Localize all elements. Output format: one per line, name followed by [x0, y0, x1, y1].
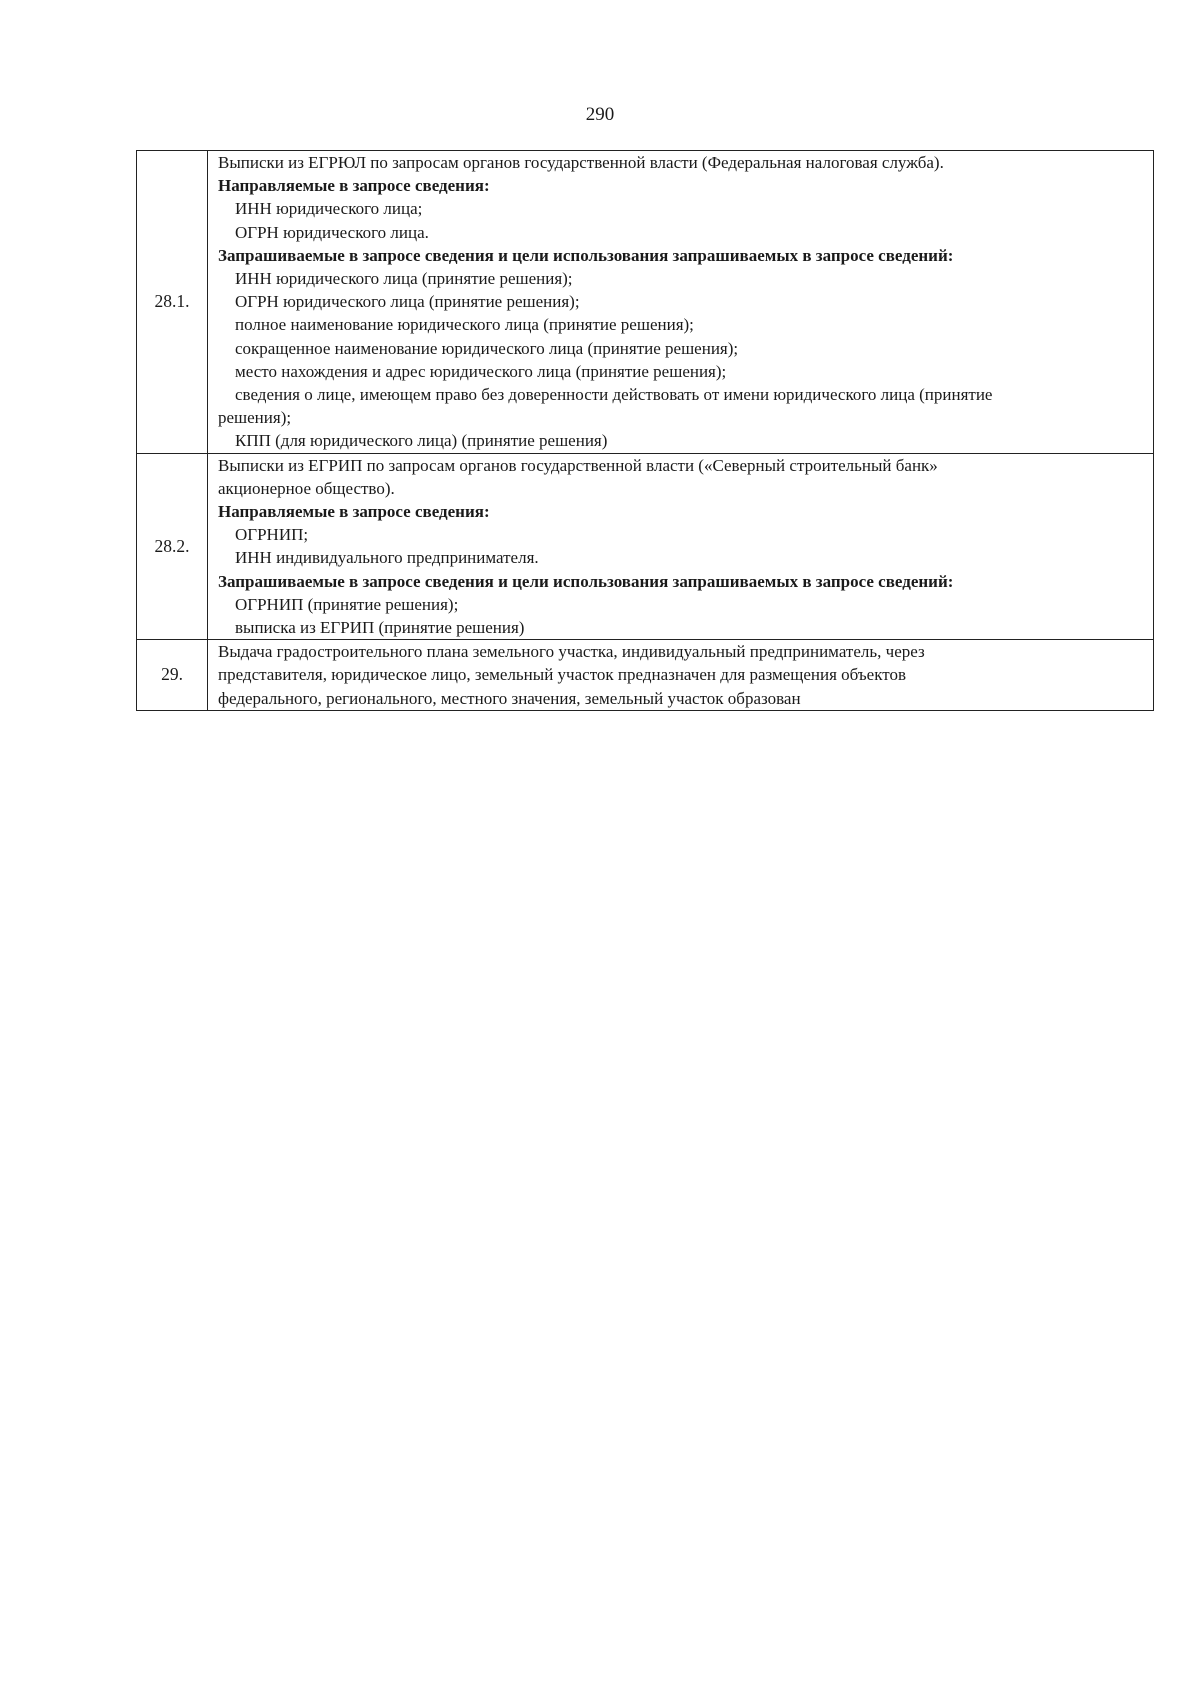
- row-description: [208, 640, 1154, 711]
- section-heading: Направляемые в запросе сведения:: [218, 176, 490, 196]
- description-line: акционерное общество).: [218, 478, 395, 498]
- row-description: [208, 151, 1154, 454]
- description-line: выписка из ЕГРИП (принятие решения): [235, 618, 525, 638]
- description-line: полное наименование юридического лица (принятие решения);: [235, 315, 694, 335]
- description-line: решения);: [218, 408, 292, 428]
- row-number: 28.1.: [137, 151, 208, 454]
- description-line: федерального, регионального, местного значения, земельный участок образован: [218, 688, 801, 708]
- section-heading: Запрашиваемые в запросе сведения и цели использования запрашиваемых в запросе сведений:: [218, 571, 954, 591]
- table-row: [137, 151, 1154, 454]
- description-line: сведения о лице, имеющем право без доверенности действовать от имени юридического лица (принятие: [235, 385, 993, 405]
- section-heading: Направляемые в запросе сведения:: [218, 502, 490, 522]
- services-table: [136, 150, 1154, 711]
- row-number: 28.2.: [137, 453, 208, 640]
- description-line: ИНН юридического лица;: [235, 199, 423, 219]
- row-number: 29.: [137, 640, 208, 711]
- page-number: 290: [585, 104, 615, 125]
- table-body: [137, 151, 1154, 711]
- table-row: [137, 640, 1154, 711]
- row-description: [208, 453, 1154, 640]
- description-line: Выписки из ЕГРЮЛ по запросам органов государственной власти (Федеральная налоговая служба).: [218, 153, 944, 172]
- section-heading: Запрашиваемые в запросе сведения и цели использования запрашиваемых в запросе сведений:: [218, 245, 954, 265]
- description-line: сокращенное наименование юридического лица (принятие решения);: [235, 338, 739, 358]
- description-line: представителя, юридическое лицо, земельный участок предназначен для размещения объектов: [218, 665, 906, 685]
- description-line: место нахождения и адрес юридического лица (принятие решения);: [235, 361, 727, 381]
- description-line: ИНН юридического лица (принятие решения);: [235, 269, 573, 289]
- description-line: ОГРН юридического лица (принятие решения);: [235, 292, 580, 312]
- description-line: Выдача градостроительного плана земельного участка, индивидуальный предприниматель, через: [218, 642, 925, 662]
- description-line: КПП (для юридического лица) (принятие решения): [235, 431, 608, 451]
- description-line: ОГРНИП;: [235, 525, 309, 545]
- description-line: ОГРН юридического лица.: [235, 222, 429, 242]
- description-line: ИНН индивидуального предпринимателя.: [235, 548, 539, 568]
- table-row: [137, 453, 1154, 640]
- description-line: Выписки из ЕГРИП по запросам органов государственной власти («Северный строительный банк»: [218, 455, 938, 475]
- description-line: ОГРНИП (принятие решения);: [235, 594, 459, 614]
